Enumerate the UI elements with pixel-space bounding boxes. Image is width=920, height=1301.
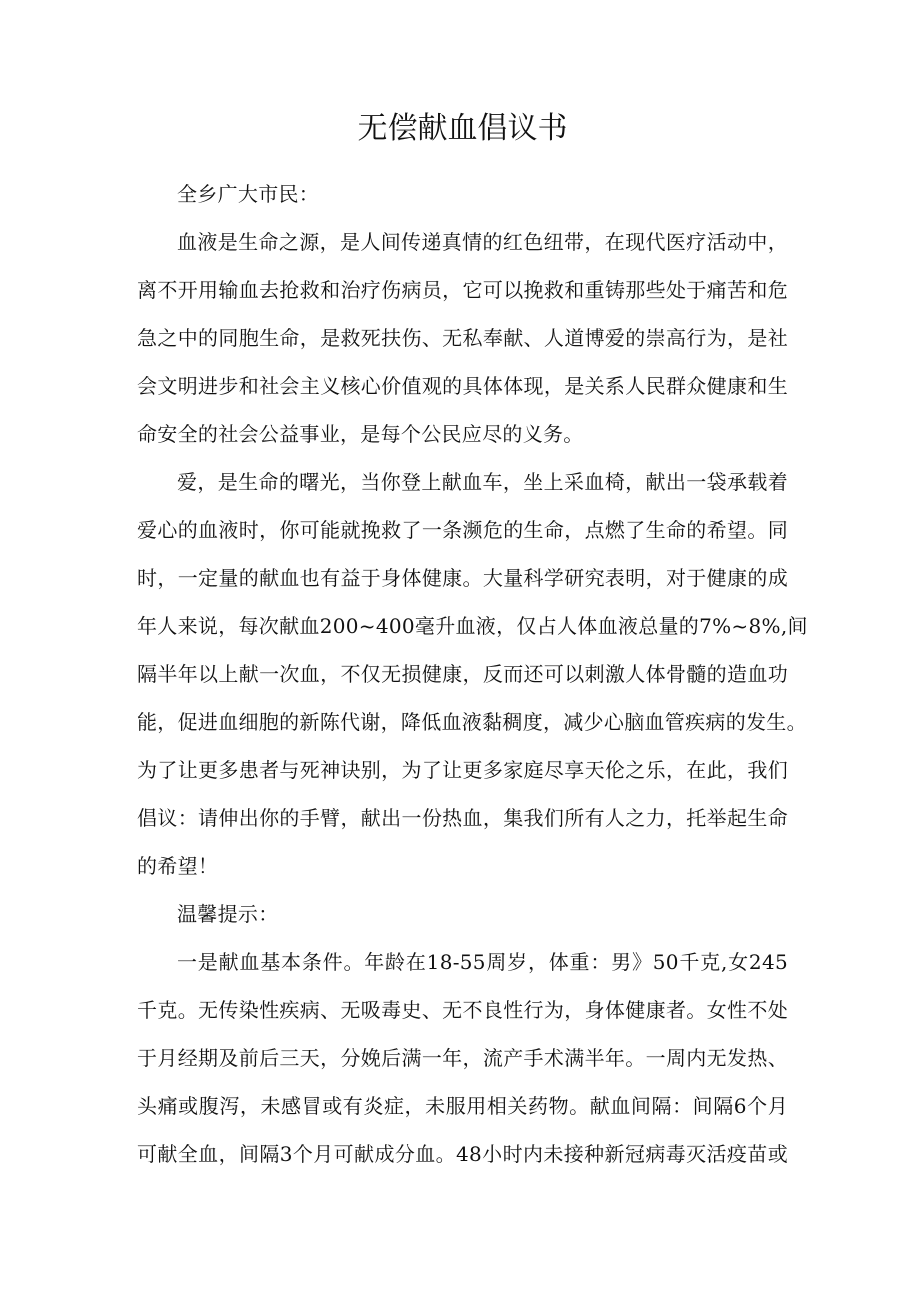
text-line: 一是献血基本条件。年龄在18-55周岁，体重：男》50千克,女245 — [177, 950, 788, 974]
text-line: 命安全的社会公益事业，是每个公民应尽的义务。 — [137, 422, 584, 446]
paragraph-blood-importance — [137, 218, 788, 458]
text-line: 可献全血，间隔3个月可献成分血。48小时内未接种新冠病毒灭活疫苗或 — [137, 1142, 788, 1166]
text-line: 于月经期及前后三天，分娩后满一年，流产手术满半年。一周内无发热、 — [137, 1046, 788, 1070]
salutation: 全乡广大市民： — [177, 182, 320, 206]
text-line: 年人来说，每次献血200~400毫升血液，仅占人体血液总量的7%~8%,间 — [137, 614, 808, 638]
text-line: 倡议：请伸出你的手臂，献出一份热血，集我们所有人之力，托举起生命 — [137, 806, 788, 830]
text-line: 千克。无传染性疾病、无吸毒史、无不良性行为，身体健康者。女性不处 — [137, 998, 788, 1022]
text-line: 会文明进步和社会主义核心价值观的具体体现，是关系人民群众健康和生 — [137, 374, 788, 398]
tips-heading: 温馨提示： — [177, 902, 279, 926]
text-line: 急之中的同胞生命，是救死扶伤、无私奉献、人道博爱的崇高行为，是社 — [137, 326, 788, 350]
text-line: 的希望！ — [137, 854, 219, 878]
text-line: 头痛或腹泻，未感冒或有炎症，未服用相关药物。献血间隔：间隔6个月 — [137, 1094, 788, 1118]
text-line: 血液是生命之源，是人间传递真情的红色纽带，在现代医疗活动中， — [177, 230, 788, 254]
text-line: 时，一定量的献血也有益于身体健康。大量科学研究表明，对于健康的成 — [137, 566, 788, 590]
text-line: 隔半年以上献一次血，不仅无损健康，反而还可以刺激人体骨髓的造血功 — [137, 662, 788, 686]
text-line: 爱，是生命的曙光，当你登上献血车，坐上采血椅，献出一袋承载着 — [177, 470, 788, 494]
text-line: 爱心的血液时，你可能就挽救了一条濒危的生命，点燃了生命的希望。同 — [137, 518, 788, 542]
text-line: 能，促进血细胞的新陈代谢，降低血液黏稠度，减少心脑血管疾病的发生。 — [137, 710, 807, 734]
document-title: 无偿献血倡议书 — [357, 111, 568, 146]
text-line: 离不开用输血去抢救和治疗伤病员，它可以挽救和重铸那些处于痛苦和危 — [137, 278, 788, 302]
paragraph-donation-benefits — [137, 458, 808, 890]
paragraph-donation-conditions — [137, 938, 788, 1178]
text-line: 为了让更多患者与死神诀别，为了让更多家庭尽享天伦之乐，在此，我们 — [137, 758, 788, 782]
